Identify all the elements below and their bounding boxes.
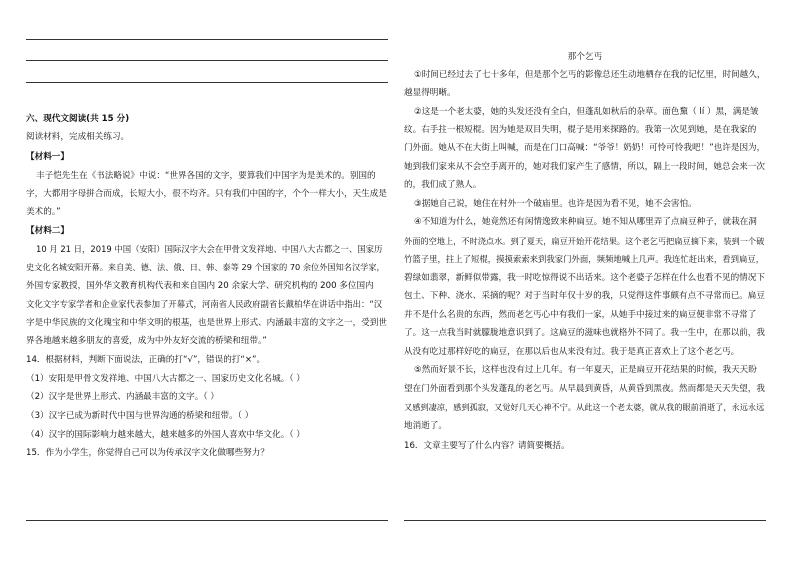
instruction-text: 阅读材料，完成相关练习。	[26, 132, 130, 142]
section-title: 六、现代文阅读(共 15 分)	[26, 114, 130, 124]
article-line: 包土、下种、浇水、采摘的呢？对于当时年仅十岁的我，只觉得这件事颇有点不寻常而已。扁豆	[404, 291, 765, 301]
article-line: 碧绿如翡翠，新鲜似带露，我一时吃惊得说不出话来。这个老婆子怎样在什么也看不见的情况下	[404, 273, 765, 283]
article-line: ④不知道为什么，她竟然还有闲情逸致来种扁豆。她不知从哪里弄了点扁豆种子，就栽在洞	[414, 217, 757, 227]
question-14-item[interactable]: （2）汉字是世界上形式、内涵最丰富的文字。（ ）	[26, 392, 219, 402]
article-title: 那个乞丐	[567, 52, 603, 62]
answer-line[interactable]	[26, 520, 388, 521]
question-16: 16．文章主要写了什么内容？请简要概括。	[404, 441, 570, 451]
article-line: 门外面。她从不在大街上叫喊，而是在门口高喊：“爷爷！奶奶！可怜可怜我吧！”也许是因为，	[404, 143, 766, 153]
article-line: ②这是一个老太婆，她的头发还没有全白，但蓬乱如秋后的杂草。面色黧（ lí ）黑，满是皱	[414, 107, 759, 117]
article-line: 又感到凄凉，感到孤寂，又觉好几天心神不宁。从此这一个老太婆，就从我的眼前消逝了，永远永远	[404, 402, 765, 412]
question-14: 14．根据材料，判断下面说法，正确的打“√”，错误的打“×”。	[26, 355, 266, 365]
question-14-item[interactable]: （4）汉字的国际影响力越来越大，越来越多的外国人喜欢中华文化。（ ）	[26, 430, 305, 440]
question-14-item[interactable]: （3）汉字已成为新时代中国与世界沟通的桥梁和纽带。（ ）	[26, 411, 254, 421]
material-2-line: 史文化名城安阳开幕。来自美、德、法、俄、日、韩、泰等 29 个国家的 70 余位外国知名汉学家，	[26, 262, 385, 272]
material-2-line: 界各地越来越多朋友的喜爱，成为中外友好交流的桥梁和纽带。”	[26, 336, 267, 346]
question-14-item[interactable]: （1）安阳是甲骨文发祥地、中国八大古都之一、国家历史文化名城。（ ）	[26, 374, 305, 384]
article-line: 纹。右手拄一根短棍。因为她是双目失明，棍子是用来探路的。我第一次见到她，是在我家的	[404, 125, 757, 135]
article-line: 越显得明晰。	[404, 88, 456, 98]
material-2-label: 【材料二】	[26, 226, 69, 236]
article-line: 望在门外面看到那个头发蓬乱的老乞丐。从早晨到黄昏，从黄昏到黑夜。然而都是天天失望，我	[404, 384, 765, 394]
article-line: 的，我们成了熟人。	[404, 180, 482, 190]
article-line: ①时间已经过去了七十多年，但是那个乞丐的影像总还生动地栖存在我的记忆里，时间越久，	[414, 70, 766, 80]
material-1-line: 美术的。”	[26, 207, 61, 217]
answer-line	[26, 82, 388, 83]
question-15: 15．作为小学生，你觉得自己可以为传承汉字文化做哪些努力？	[26, 448, 269, 458]
material-2-line: 10 月 21 日，2019 中国（安阳）国际汉字大会在甲骨文发祥地、中国八大古都之一、国家历	[36, 244, 383, 254]
answer-line[interactable]	[404, 520, 766, 521]
article-line: 了。这一点我当时就朦胧地意识到了。这扁豆的滋味也就格外不同了。我一生中，在那以前，我	[404, 328, 765, 338]
article-line: 竹篮子里，拄上了短棍，摸摸索索来到我家门外面，频频地喊上几声。我连忙赶出来，看到扁豆，	[404, 254, 765, 264]
material-1-line: 丰子恺先生在《书法略说》中说：“世界各国的文字，要算我们中国字为是美术的。别国的	[36, 171, 376, 181]
article-line: 地消逝了。	[404, 421, 447, 431]
material-1-line: 字，大都用字母拼合而成，长短大小，很不均齐。只有我们中国的字，个个一样大小，天生成是	[26, 189, 387, 199]
material-2-line: 文化文字专家学者和企业家代表参加了开幕式，河南省人民政府副省长戴柏华在讲话中指出：“汉	[26, 299, 383, 309]
article-line: 从没有吃过那样好吃的扁豆，在那以后也从来没有过。我于是真正喜欢上了这个老乞丐。	[404, 347, 740, 357]
answer-line	[26, 39, 388, 40]
answer-line	[26, 60, 388, 61]
material-1-label: 【材料一】	[26, 152, 69, 162]
material-2-line: 外国专家教授，国外华文教育机构代表和来自国内 20 余家大学、研究机构的 200 多位国内	[26, 281, 374, 291]
article-line: ⑤然而好景不长，这样也没有过上几年。有一年夏天，正是扁豆开花结果的时候，我天天盼	[414, 365, 757, 375]
article-line: 外面的空地上，不时浇点水。到了夏天，扁豆开始开花结果。这个老乞丐把扁豆摘下来，装到一个破	[404, 236, 765, 246]
material-2-line: 字是中华民族的文化瑰宝和中华文明的根基，也是世界上形式、内涵最丰富的文字之一，受到世	[26, 318, 387, 328]
article-line: ③据她自己说，她住在村外一个破庙里。也许是因为看不见，她不会害怕。	[414, 199, 697, 209]
article-line: 并不是什么名贵的东西，然而老乞丐心中有我们一家，从她手中接过来的扁豆便非常不寻常了	[404, 310, 757, 320]
article-line: 她到我们家来从不会空手离开的，她对我们家产生了感情，所以，隔上一段时间，她总会来一次	[404, 162, 765, 172]
